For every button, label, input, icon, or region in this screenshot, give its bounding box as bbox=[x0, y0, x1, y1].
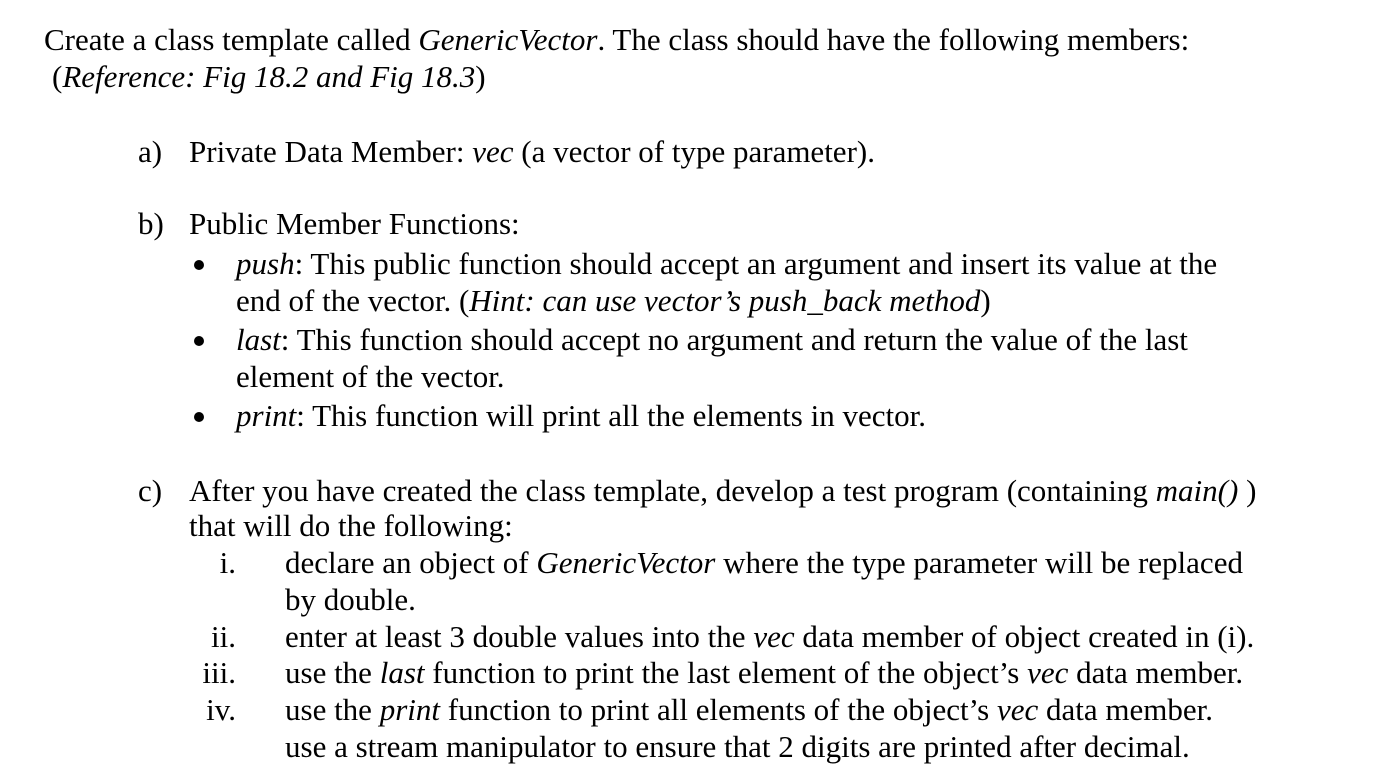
item-iv-label: iv. bbox=[206, 692, 236, 727]
item-i-pre: declare an object of bbox=[285, 545, 537, 580]
section-c-pre: After you have created the class template, develop a test program (containing bbox=[189, 473, 1156, 508]
push-line-1 bbox=[236, 245, 1217, 282]
item-i-label: i. bbox=[219, 545, 236, 580]
ref-close: ) bbox=[475, 59, 486, 94]
member-name: vec bbox=[1027, 655, 1069, 690]
class-name: GenericVector bbox=[536, 545, 716, 580]
item-ii-label: ii. bbox=[211, 619, 236, 654]
section-c-post: ) bbox=[1238, 473, 1257, 508]
item-ii-pre: enter at least 3 double values into the bbox=[285, 619, 754, 654]
function-name-print: print bbox=[379, 692, 440, 727]
section-c-line-2: that will do the following: bbox=[189, 508, 513, 543]
push-desc: : This public function should accept an argument and insert its value at the bbox=[294, 246, 1218, 281]
item-i-post: where the type parameter will be replaced bbox=[715, 545, 1243, 580]
push-line2-pre: end of the vector. ( bbox=[236, 283, 470, 318]
section-a-pre: Private Data Member: bbox=[189, 134, 473, 169]
item-iii-line bbox=[285, 654, 1243, 691]
section-b-label: b) bbox=[138, 206, 164, 241]
function-name-last: last bbox=[236, 322, 281, 357]
item-iv-post: data member. bbox=[1038, 692, 1214, 727]
item-i-line-2: by double. bbox=[285, 582, 416, 617]
item-iii-pre: use the bbox=[285, 655, 380, 690]
intro-text: Create a class template called bbox=[44, 22, 419, 57]
push-line-2 bbox=[236, 282, 991, 319]
item-i-line-1 bbox=[285, 544, 1243, 581]
print-line bbox=[236, 397, 926, 434]
bullet-icon bbox=[194, 336, 204, 346]
member-name: vec bbox=[753, 619, 795, 654]
last-line-1 bbox=[236, 321, 1188, 358]
class-name: GenericVector bbox=[418, 22, 598, 57]
item-iv-line-1 bbox=[285, 691, 1213, 728]
section-c-label: c) bbox=[138, 473, 163, 508]
item-ii-line bbox=[285, 618, 1254, 655]
section-c-line-1 bbox=[189, 472, 1256, 509]
intro-line bbox=[44, 21, 1189, 58]
push-line2-post: ) bbox=[980, 283, 991, 318]
item-iii-post: data member. bbox=[1068, 655, 1244, 690]
last-desc: : This function should accept no argument and return the value of the last bbox=[280, 322, 1188, 357]
item-iii-label: iii. bbox=[202, 655, 236, 690]
reference-line bbox=[52, 58, 486, 95]
section-b-title: Public Member Functions: bbox=[189, 206, 520, 241]
item-iv-line-2: use a stream manipulator to ensure that 2 digits are printed after decimal. bbox=[285, 729, 1190, 764]
item-iv-mid: function to print all elements of the object’s bbox=[440, 692, 998, 727]
main-function: main() bbox=[1155, 473, 1239, 508]
function-name-last: last bbox=[379, 655, 425, 690]
section-a-text bbox=[189, 133, 875, 170]
section-a-label: a) bbox=[138, 134, 163, 169]
function-name-print: print bbox=[236, 398, 297, 433]
function-name-push: push bbox=[236, 246, 295, 281]
bullet-icon bbox=[194, 412, 204, 422]
item-iv-pre: use the bbox=[285, 692, 380, 727]
reference-text: Reference: Fig 18.2 and Fig 18.3 bbox=[62, 59, 476, 94]
intro-text-end: . The class should have the following members: bbox=[597, 22, 1190, 57]
member-name: vec bbox=[997, 692, 1039, 727]
item-iii-mid: function to print the last element of the object’s bbox=[424, 655, 1028, 690]
ref-open: ( bbox=[52, 59, 63, 94]
item-ii-post: data member of object created in (i). bbox=[794, 619, 1255, 654]
bullet-icon bbox=[194, 260, 204, 270]
member-name: vec bbox=[472, 134, 514, 169]
section-a-post: (a vector of type parameter). bbox=[513, 134, 875, 169]
hint-text: Hint: can use vector’s push_back method bbox=[469, 283, 981, 318]
last-line-2: element of the vector. bbox=[236, 359, 505, 394]
print-desc: : This function will print all the elements in vector. bbox=[296, 398, 926, 433]
